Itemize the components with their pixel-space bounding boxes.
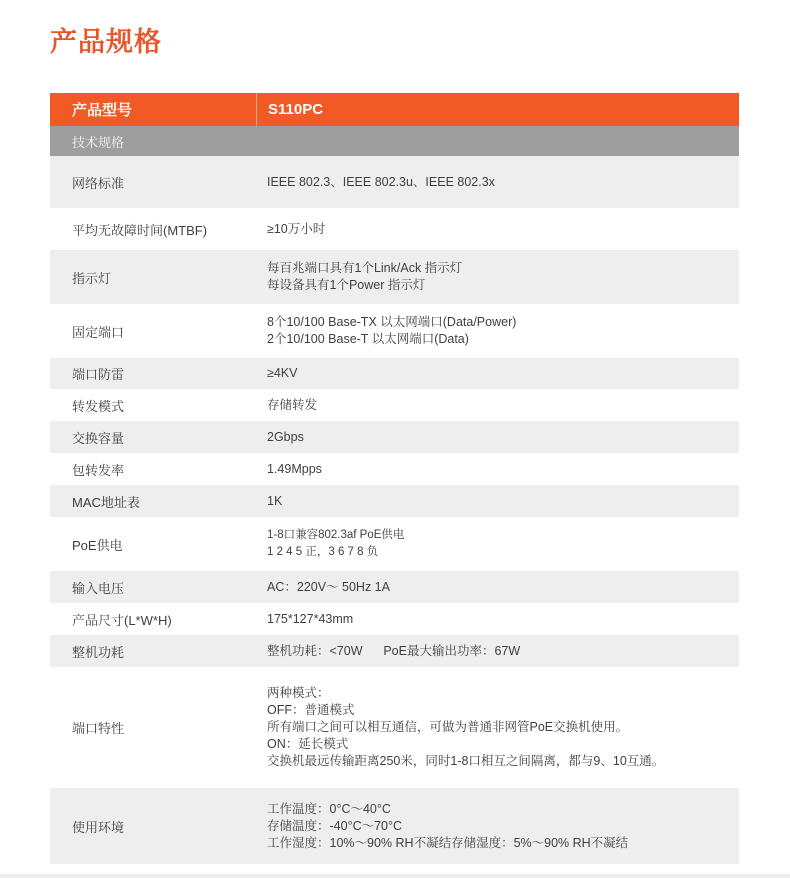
table-row <box>50 389 739 421</box>
row-value: 8个10/100 Base-TX 以太网端口(Data/Power) 2个10/100 Base-T 以太网端口(Data) <box>267 315 517 346</box>
row-label: 输入电压 <box>72 580 125 596</box>
row-label: MAC地址表 <box>72 494 140 510</box>
row-value: 1K <box>267 493 283 508</box>
table-row <box>50 358 739 389</box>
row-value: 两种模式： OFF：普通模式 所有端口之间可以相互通信，可做为普通非网管PoE交换机使用。 ON：延长模式 交换机最远传输距离250米，同时1-8口相互之间隔离，都与9、10互通。 <box>267 686 665 768</box>
table-row <box>50 571 739 603</box>
table-header-row <box>50 93 739 126</box>
row-value: 存储转发 <box>267 397 318 412</box>
table-row <box>50 485 739 517</box>
row-value: 每百兆端口具有1个Link/Ack 指示灯 每设备具有1个Power 指示灯 <box>267 261 463 292</box>
table-row <box>50 635 739 667</box>
table-row <box>50 304 739 358</box>
table-row <box>50 156 739 208</box>
row-value: 1-8口兼容802.3af PoE供电 1 2 4 5 正，3 6 7 8 负 <box>267 529 405 558</box>
header-value: S110PC <box>256 93 739 126</box>
row-value: AC：220V～ 50Hz 1A <box>267 579 390 594</box>
row-label: 使用环境 <box>72 819 125 835</box>
table-row <box>50 788 739 864</box>
section-label: 技术规格 <box>72 134 125 150</box>
row-label: 包转发率 <box>72 462 125 478</box>
row-label: 转发模式 <box>72 398 125 414</box>
row-label: 整机功耗 <box>72 644 125 660</box>
row-value: 175*127*43mm <box>267 611 354 626</box>
row-label: PoE供电 <box>72 537 123 553</box>
table-row <box>50 208 739 250</box>
table-row <box>50 250 739 304</box>
table-row <box>50 667 739 788</box>
row-value: IEEE 802.3、IEEE 802.3u、IEEE 802.3x <box>267 174 495 189</box>
row-value: ≥4KV <box>267 366 298 380</box>
row-value: 整机功耗：<70W PoE最大输出功率：67W <box>267 643 521 658</box>
row-value: 工作温度：0°C～40°C 存储温度：-40°C～70°C 工作湿度：10%～90% RH不凝结存储湿度：5%～90% RH不凝结 <box>267 801 629 850</box>
table-row <box>50 453 739 485</box>
section-row <box>50 126 739 156</box>
table-row <box>50 517 739 571</box>
row-label: 交换容量 <box>72 430 125 446</box>
row-label: 端口特性 <box>72 721 125 736</box>
table-row <box>50 421 739 453</box>
row-value: 2Gbps <box>267 429 304 444</box>
table-row <box>50 603 739 635</box>
bottom-divider <box>0 874 790 878</box>
spec-table <box>50 93 739 864</box>
row-label: 指示灯 <box>72 270 112 286</box>
row-label: 端口防雷 <box>72 367 125 382</box>
header-label: 产品型号 <box>72 102 133 119</box>
row-value: 1.49Mpps <box>267 461 322 476</box>
row-label: 固定端口 <box>72 324 125 340</box>
row-label: 网络标准 <box>72 175 125 191</box>
page-title: 产品规格 <box>50 27 162 57</box>
row-label: 平均无故障时间(MTBF) <box>72 222 208 238</box>
row-value: ≥10万小时 <box>267 221 326 236</box>
row-label: 产品尺寸(L*W*H) <box>72 612 172 628</box>
